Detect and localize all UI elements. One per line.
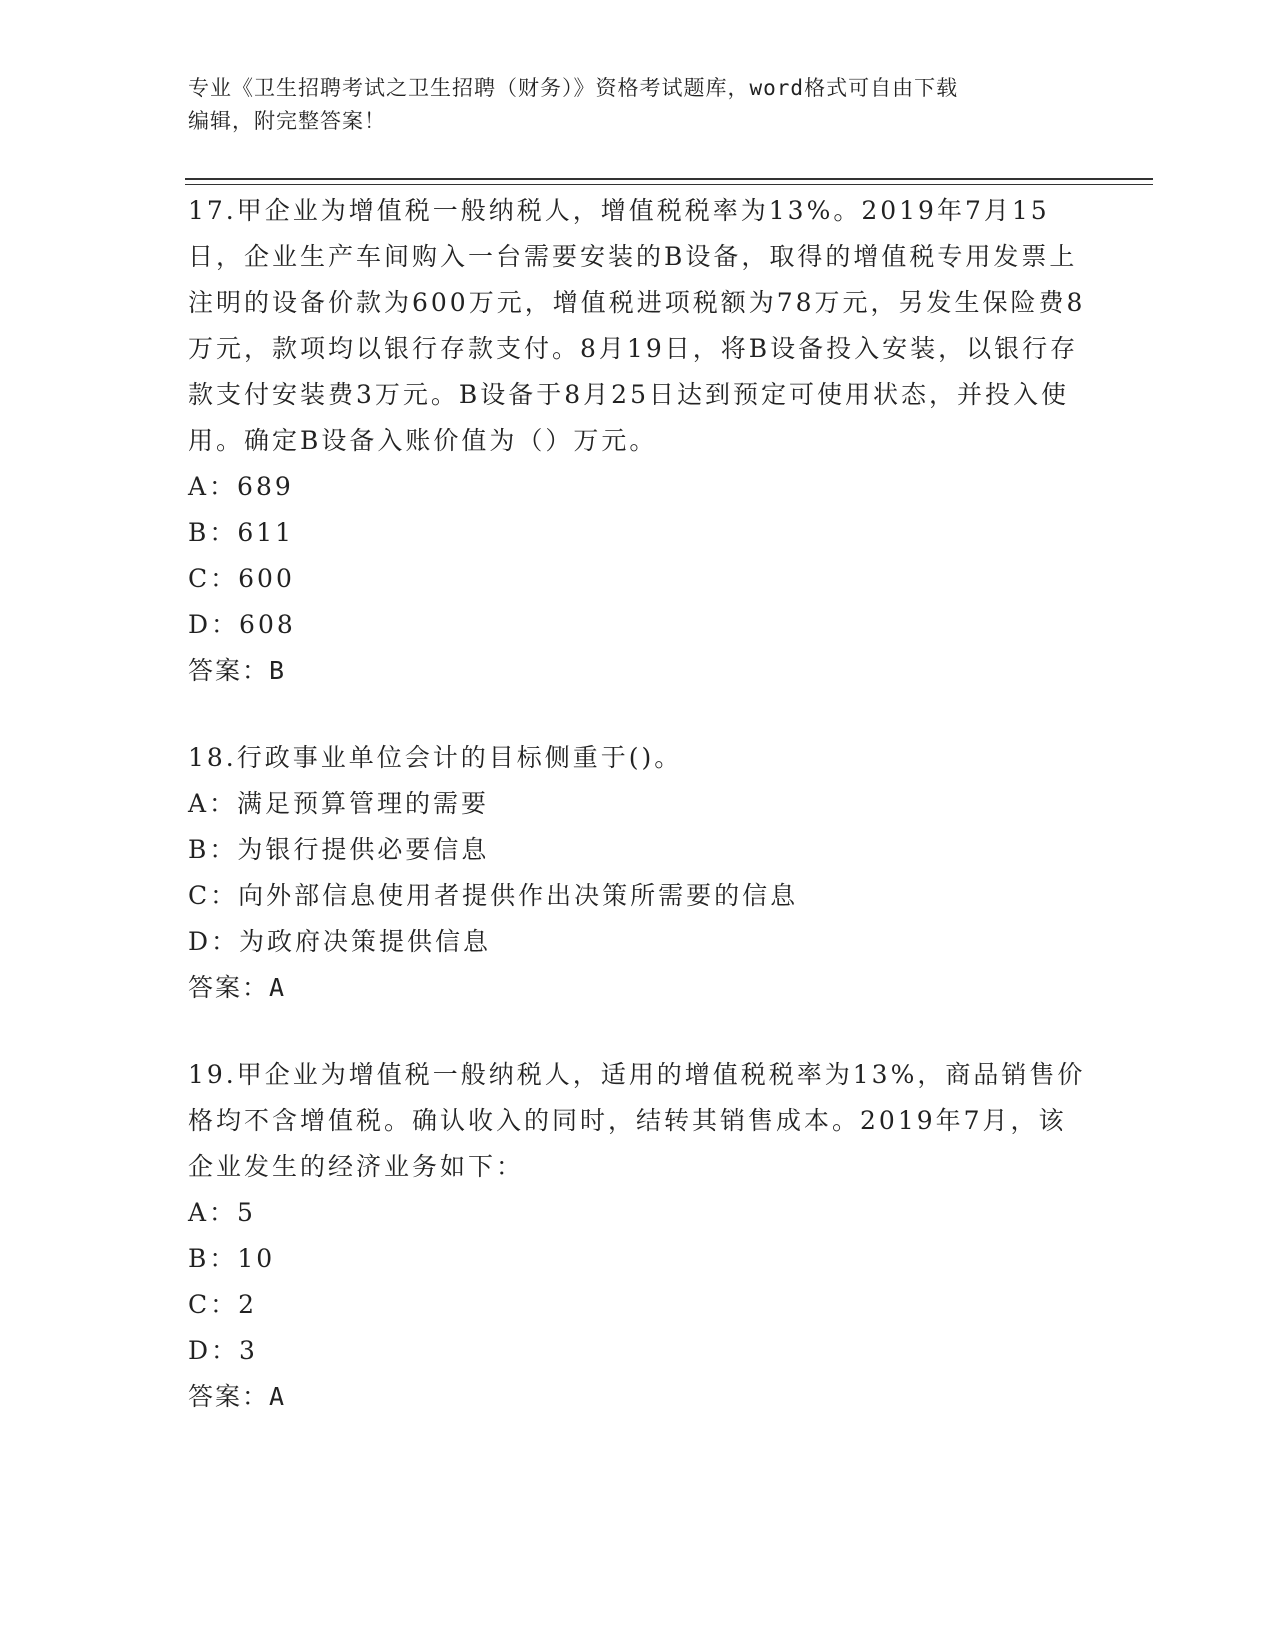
question-stem: 18.行政事业单位会计的目标侧重于()。 (188, 743, 683, 772)
header-line-2: 编辑，附完整答案！ (188, 109, 386, 133)
question-options (188, 1190, 1088, 1374)
document-header (188, 72, 1088, 138)
option-c: C：2 (188, 1290, 258, 1319)
header-line-1: 专业《卫生招聘考试之卫生招聘（财务）》资格考试题库，word格式可自由下载 (188, 76, 959, 100)
question-answer: 答案：A (188, 1382, 287, 1411)
question-stem: 17.甲企业为增值税一般纳税人，增值税税率为13%。2019年7月15日，企业生产车间购入一台需要安装的B设备，取得的增值税专用发票上注明的设备价款为600万元，增值税进项税额为78万元，另发生保险费8万元，款项均以银行存款支付。8月19日，将B设备投入安装，以银行存款支付安装费3万元。B设备于8月25日达到预定可使用状态，并投入使用。确定B设备入账价值为（）万元。 (188, 196, 1086, 455)
option-c: C：600 (188, 564, 295, 593)
question-18 (188, 735, 1088, 1011)
option-b: B：10 (188, 1244, 276, 1273)
option-d: D：为政府决策提供信息 (188, 927, 492, 956)
question-options (188, 464, 1088, 648)
option-a: A：5 (188, 1198, 256, 1227)
question-answer: 答案：B (188, 656, 287, 685)
option-b: B：611 (188, 518, 295, 547)
option-a: A：满足预算管理的需要 (188, 789, 490, 818)
option-a: A：689 (188, 472, 294, 501)
option-b: B：为银行提供必要信息 (188, 835, 490, 864)
question-stem: 19.甲企业为增值税一般纳税人，适用的增值税税率为13%，商品销售价格均不含增值税。确认收入的同时，结转其销售成本。2019年7月，该企业发生的经济业务如下： (188, 1060, 1086, 1181)
header-divider-thin (185, 184, 1153, 185)
question-19 (188, 1052, 1088, 1420)
option-d: D：608 (188, 610, 296, 639)
option-c: C：向外部信息使用者提供作出决策所需要的信息 (188, 881, 799, 910)
question-17 (188, 188, 1088, 694)
option-d: D：3 (188, 1336, 258, 1365)
question-answer: 答案：A (188, 973, 287, 1002)
header-divider-thick (185, 178, 1153, 180)
question-options (188, 781, 1088, 965)
